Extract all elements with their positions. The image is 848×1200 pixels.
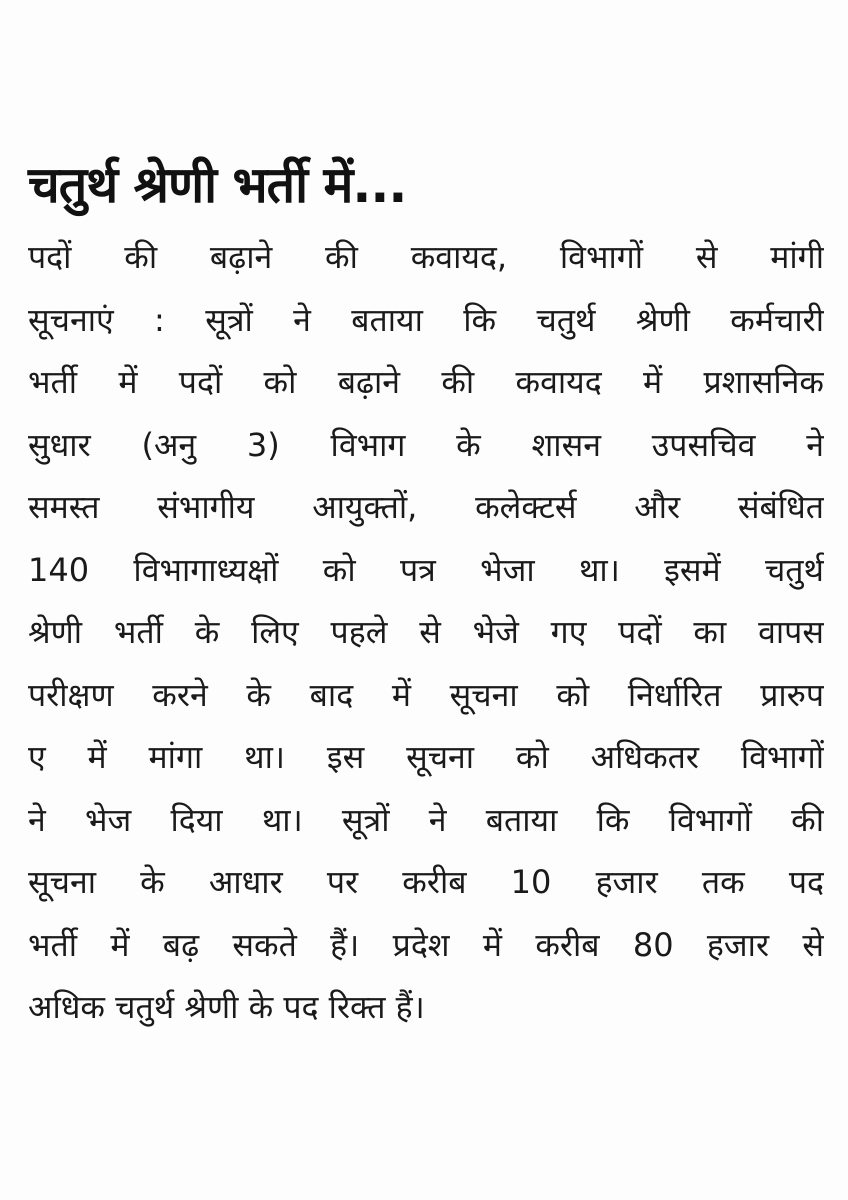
article [28,150,824,1039]
body-line: ए में मांगा था। इस सूचना को अधिकतर विभागों [28,738,824,776]
body-line: सूचना के आधार पर करीब 10 हजार तक पद [28,863,824,901]
body-line: सुधार (अनु 3) विभाग के शासन उपसचिव ने [28,425,824,464]
body-line: सूचनाएं : सूत्रों ने बताया कि चतुर्थ श्रेणी कर्मचारी [28,300,824,339]
body-line: ने भेज दिया था। सूत्रों ने बताया कि विभागों की [28,800,824,839]
body-line: समस्त संभागीय आयुक्तों, कलेक्टर्स और संबंधित [28,488,824,526]
body-line: पदों की बढ़ाने की कवायद, विभागों से मांगी [28,238,824,276]
article-body [28,226,824,1039]
body-line: भर्ती में पदों को बढ़ाने की कवायद में प्रशासनिक [28,363,824,401]
body-line: श्रेणी भर्ती के लिए पहले से भेजे गए पदों का वापस [28,613,824,651]
body-line: 140 विभागाध्यक्षों को पत्र भेजा था। इसमें चतुर्थ [28,550,824,589]
body-line: भर्ती में बढ़ सकते हैं। प्रदेश में करीब 80 हजार से [28,925,824,964]
headline: चतुर्थ श्रेणी भर्ती में... [28,156,407,214]
body-line: अधिक चतुर्थ श्रेणी के पद रिक्त हैं। [28,988,425,1026]
body-line: परीक्षण करने के बाद में सूचना को निर्धारित प्रारुप [28,675,824,714]
